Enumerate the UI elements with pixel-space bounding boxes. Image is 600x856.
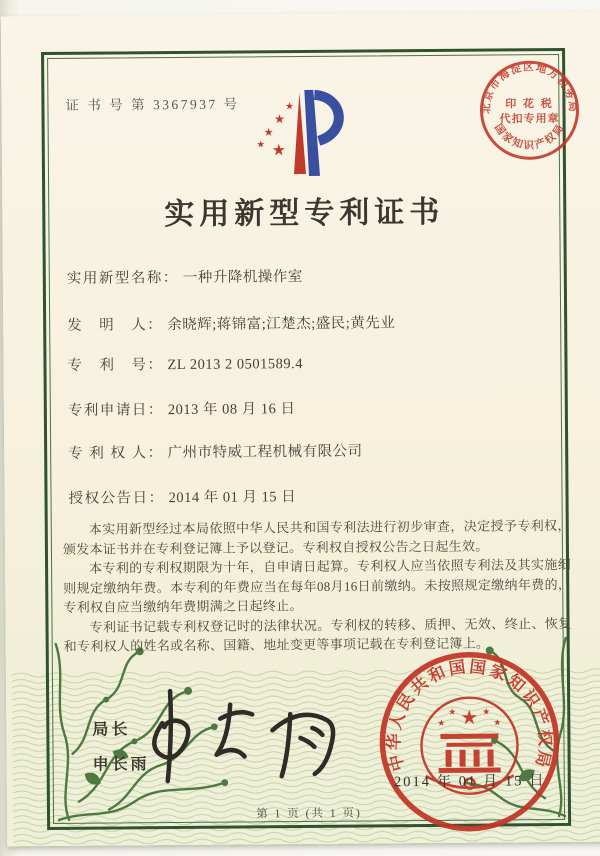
tax-stamp-arc-bottom: 国家知识产权局 xyxy=(491,121,568,152)
field-label: 实用新型名称： xyxy=(66,269,179,287)
certificate-number: 证 书 号 第 3367937 号 xyxy=(65,96,240,113)
field-label: 授权公告日： xyxy=(68,490,165,507)
field-value: 一种升降机操作室 xyxy=(182,269,303,286)
legal-paragraph-3: 专利证书记载专利权登记时的法律状况。专利权的转移、质押、无效、终止、恢复和专利权人的姓名或名称、国籍、地址变更等事项记载在专利登记簿上。 xyxy=(63,615,572,654)
tax-stamp-icon xyxy=(473,54,586,167)
field-value: 广州市特威工程机械有限公司 xyxy=(167,443,363,462)
certificate-paper xyxy=(1,12,600,847)
field-row-name xyxy=(67,265,303,288)
tax-stamp-line2: 代扣专用章 xyxy=(499,112,560,126)
page-footer: 第 1 页 (共 1 页) xyxy=(256,807,362,821)
field-row-inventors xyxy=(67,311,395,335)
field-label: 专利申请日： xyxy=(67,402,164,419)
legal-text xyxy=(63,516,572,656)
field-label: 专 利 号： xyxy=(67,357,164,374)
tax-stamp-line1: 印 花 税 xyxy=(505,98,554,111)
cnipa-seal-icon xyxy=(372,644,568,840)
field-row-patentee xyxy=(68,440,363,463)
certificate-title: 实用新型专利证书 xyxy=(164,195,445,232)
tax-stamp-arc-top: 北京市海淀区地方税务局 xyxy=(481,62,578,115)
field-value: 2013 年 08 月 16 日 xyxy=(167,401,296,419)
commissioner-name: 申长雨 xyxy=(92,756,150,774)
field-row-patent-no xyxy=(67,352,303,375)
legal-paragraph-2: 本专利的专利权期限为十年，自申请日起算。专利权人应当依照专利法及其实施细则规定缴纳年费。本专利的年费应当在每年08月16日前缴纳。未按照规定缴纳年费的，专利权自应当缴纳年费期满之日起终止。 xyxy=(63,556,572,615)
cnipa-seal-arc-text: 中华人民共和国国家知识产权局 xyxy=(384,656,555,774)
field-value: 2014 年 01 月 15 日 xyxy=(168,489,297,507)
commissioner-role: 局长 xyxy=(92,721,131,739)
field-value: ZL 2013 2 0501589.4 xyxy=(167,356,303,374)
signature-handwriting-icon xyxy=(132,684,345,804)
field-label: 专 利 权 人： xyxy=(68,445,164,462)
field-row-filing-date xyxy=(68,397,296,420)
seal-date: 2014 年 01 月 15 日 xyxy=(393,773,546,791)
field-value: 余晓辉;蒋锦富;江楚杰;盛民;黄先业 xyxy=(167,315,396,334)
cnipa-logo-icon xyxy=(241,86,368,183)
field-label: 发 明 人： xyxy=(67,317,164,334)
field-row-grant-date xyxy=(68,485,296,508)
legal-paragraph-1: 本实用新型经过本局依照中华人民共和国专利法进行初步审查，决定授予专利权，颁发本证书并在专利登记簿上予以登记。专利权自授权公告之日起生效。 xyxy=(62,517,571,557)
